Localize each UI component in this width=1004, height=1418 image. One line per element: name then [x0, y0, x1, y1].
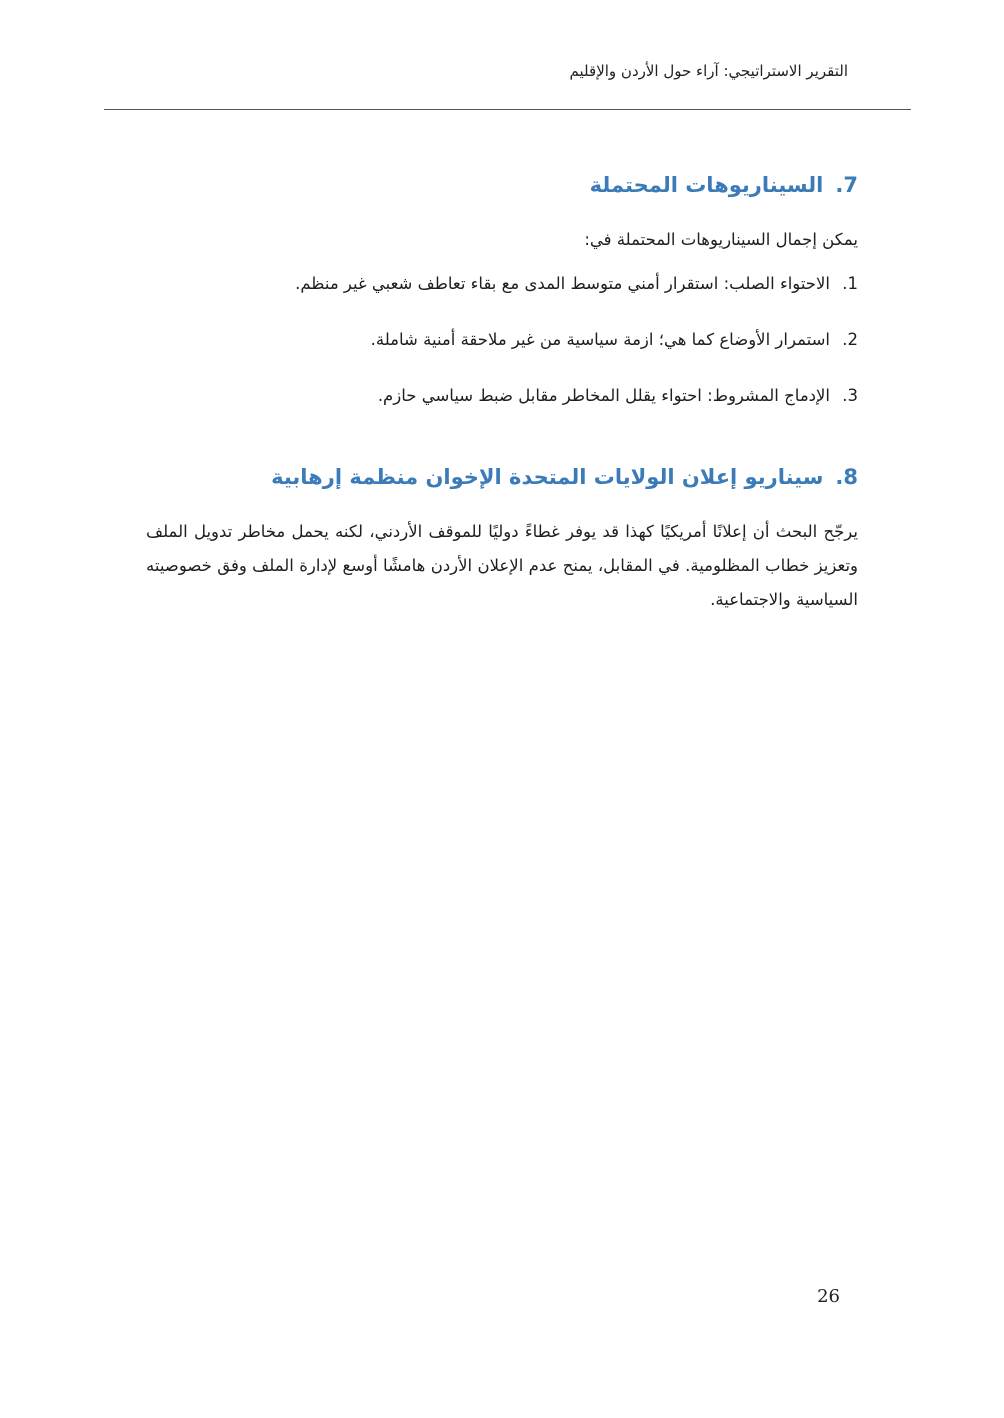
section-us-designation — [146, 457, 858, 617]
section-7-title: السيناريوهات المحتملة — [589, 173, 824, 197]
list-item — [146, 325, 858, 355]
section-8-number: 8. — [835, 465, 858, 489]
section-8-title: سيناريو إعلان الولايات المتحدة الإخوان منظمة إرهابية — [271, 465, 824, 489]
section-7-heading — [146, 165, 858, 205]
list-item — [146, 381, 858, 411]
section-8-body: يرجّح البحث أن إعلانًا أمريكيًا كهذا قد يوفر غطاءً دوليًا للموقف الأردني، لكنه يحمل مخاطر تدويل الملف وتعزيز خطاب المظلومية. في المقابل، يمنح عدم الإعلان الأردن هامشًا أوسع لإدارة الملف وفق خصوصيته السياسية والاجتماعية. — [146, 522, 858, 609]
list-item-text: الاحتواء الصلب: استقرار أمني متوسط المدى مع بقاء تعاطف شعبي غير منظم. — [295, 274, 830, 293]
section-7-number: 7. — [835, 173, 858, 197]
page-number: 26 — [817, 1286, 840, 1307]
list-item-number: 3. — [842, 386, 858, 405]
list-item-text: الإدماج المشروط: احتواء يقلل المخاطر مقابل ضبط سياسي حازم. — [377, 386, 830, 405]
scenario-list — [146, 269, 858, 411]
section-scenarios — [146, 165, 858, 411]
running-header: التقرير الاستراتيجي: آراء حول الأردن والإقليم — [569, 62, 848, 80]
list-item — [146, 269, 858, 299]
list-item-number: 1. — [842, 274, 858, 293]
header-divider — [104, 109, 911, 110]
page-content — [146, 165, 858, 617]
list-item-text: استمرار الأوضاع كما هي؛ ازمة سياسية من غير ملاحقة أمنية شاملة. — [370, 330, 830, 349]
section-8-heading — [146, 457, 858, 497]
section-7-intro: يمكن إجمال السيناريوهات المحتملة في: — [584, 230, 858, 249]
list-item-number: 2. — [842, 330, 858, 349]
